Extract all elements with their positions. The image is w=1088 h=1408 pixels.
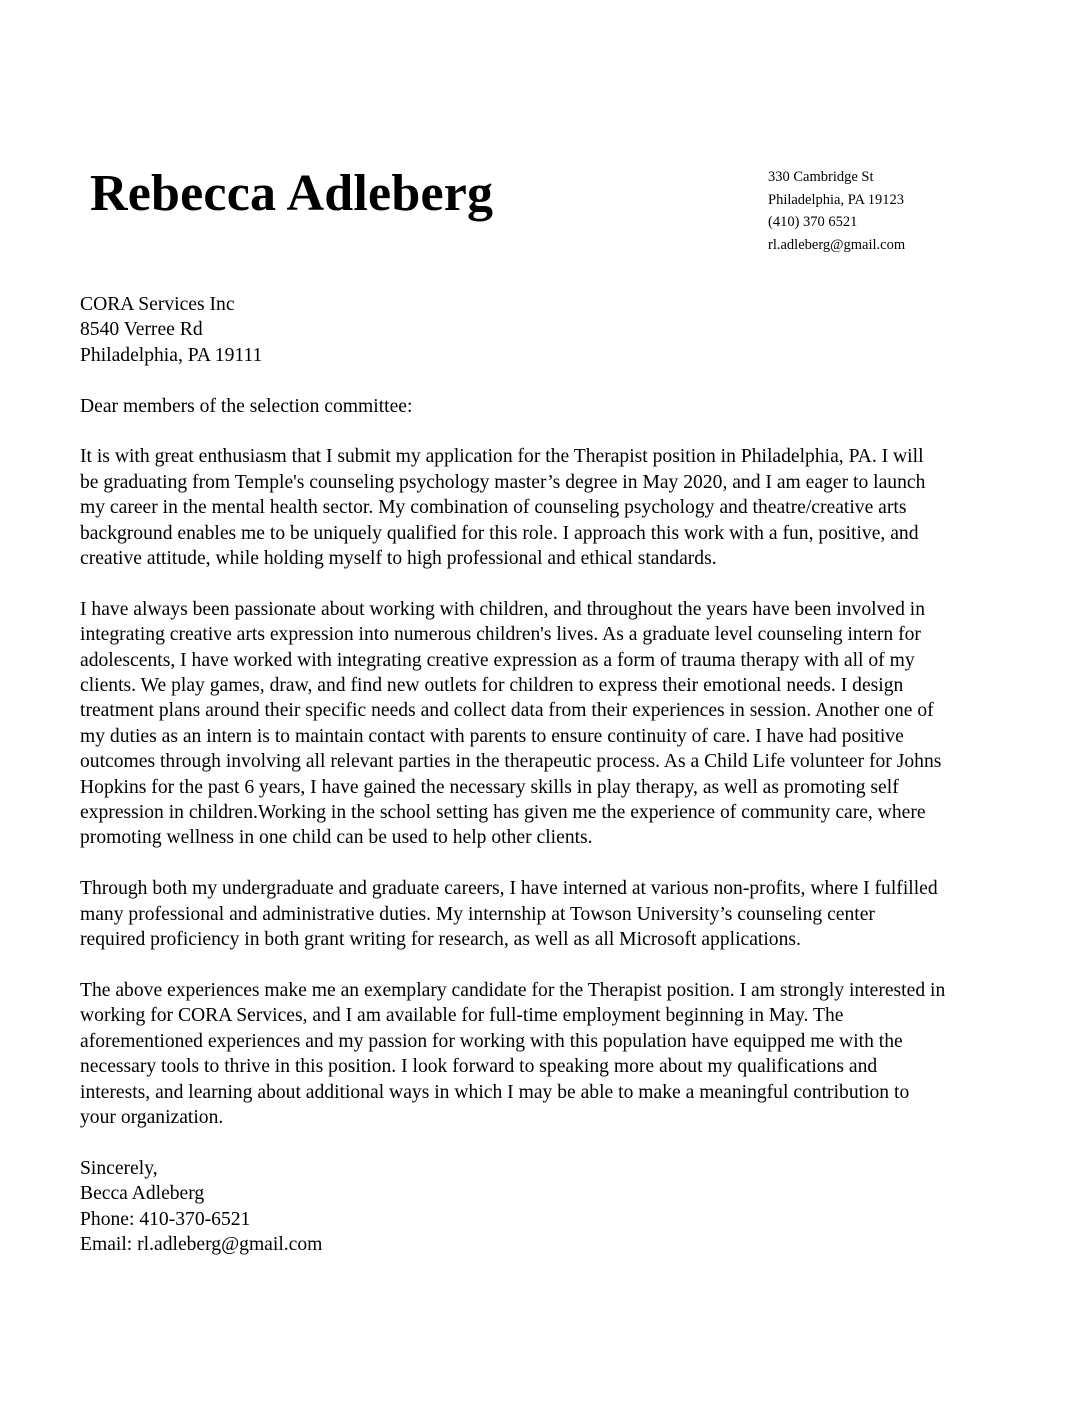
contact-email: rl.adleberg@gmail.com (768, 237, 906, 254)
recipient-company: CORA Services Inc (80, 294, 235, 315)
paragraph-internships: Through both my undergraduate and graduate careers, I have interned at various non-profits, where I fulfilled many professional and administrative duties. My internship at Towson University’s counseling center required proficiency in both grant writing for research, as well as all Microsoft applications. (80, 878, 938, 951)
paragraph-intro: It is with great enthusiasm that I submit my application for the Therapist position in Philadelphia, PA. I will be graduating from Temple's counseling psychology master’s degree in May 2020, and I am eager to launch my career in the mental health sector. My combination of counseling psychology and theatre/creative arts background enables me to be uniquely qualified for this role. I approach this work with a fun, positive, and creative attitude, while holding myself to high professional and ethical standards. (80, 446, 926, 570)
recipient-city: Philadelphia, PA 19111 (80, 344, 263, 366)
signature-name: Becca Adleberg (80, 1183, 205, 1205)
closing-email: Email: rl.adleberg@gmail.com (80, 1233, 323, 1255)
applicant-name: Rebecca Adleberg (90, 165, 494, 222)
contact-street: 330 Cambridge St (768, 169, 874, 185)
contact-phone: (410) 370 6521 (768, 214, 858, 231)
closing-block (80, 1156, 1055, 1258)
letter-body (80, 292, 1055, 1257)
valediction: Sincerely, (80, 1157, 158, 1179)
salutation: Dear members of the selection committee: (80, 395, 413, 417)
contact-block (768, 166, 905, 257)
paragraph-conclusion: The above experiences make me an exemplary candidate for the Therapist position. I am strongly interested in working for CORA Services, and I am available for full-time employment beginning in May. The aforementioned experiences and my passion for working with this population have equipped me with the necessary tools to thrive in this position. I look forward to speaking more about my qualifications and interests, and learning about additional ways in which I may be able to make a meaningful contribution to your organization. (80, 979, 946, 1128)
closing-phone: Phone: 410-370-6521 (80, 1208, 251, 1230)
recipient-street: 8540 Verree Rd (80, 319, 203, 341)
recipient-address (80, 292, 1055, 368)
paragraph-experience-children: I have always been passionate about working with children, and throughout the years have been involved in integrating creative arts expression into numerous children's lives. As a graduate level counseling intern for adolescents, I have worked with integrating creative expression as a form of trauma therapy with all of my clients. We play games, draw, and find new outlets for children to express their emotional needs. I design treatment plans around their specific needs and collect data from their experiences in session. Another one of my duties as an intern is to maintain contact with parents to ensure continuity of care. I have had positive outcomes through involving all relevant parties in the therapeutic process. As a Child Life volunteer for Johns Hopkins for the past 6 years, I have gained the necessary skills in play therapy, as well as promoting self expression in children.Working in the school setting has given me the experience of community care, where promoting wellness in one child can be used to help other clients. (80, 598, 942, 849)
contact-city: Philadelphia, PA 19123 (768, 191, 905, 208)
